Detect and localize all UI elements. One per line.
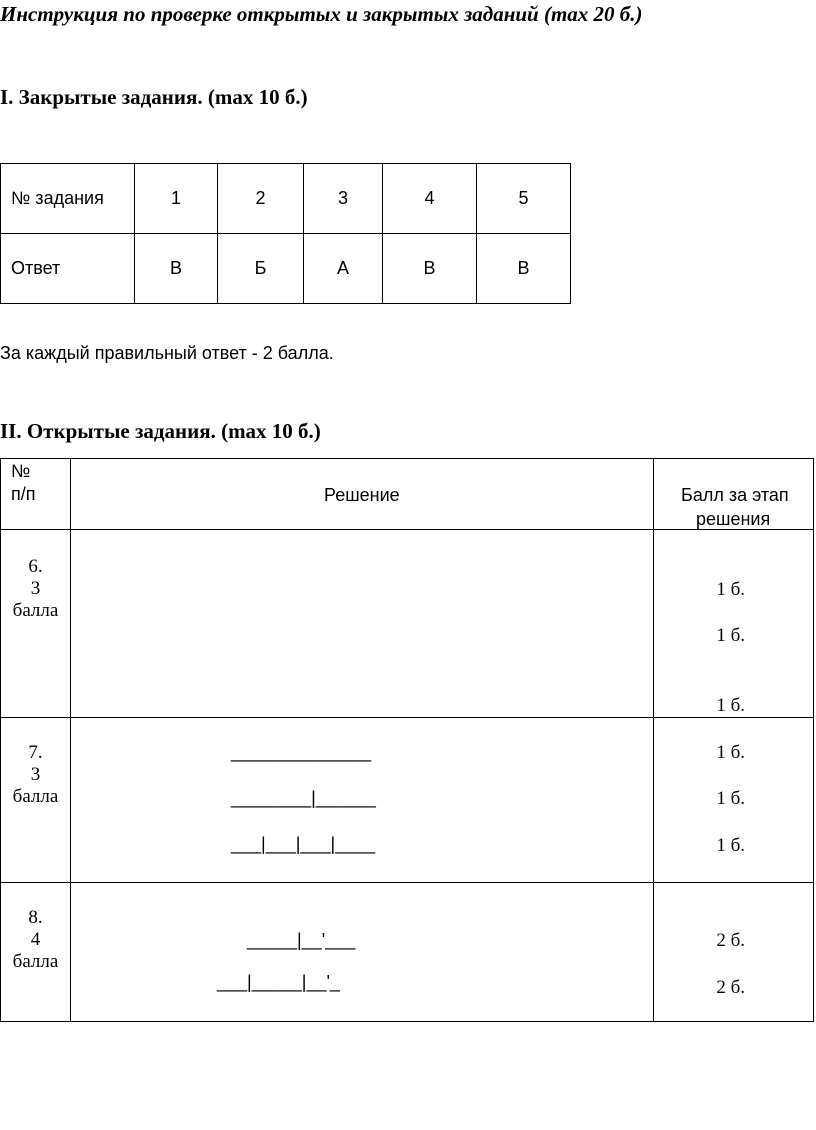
page-title: Инструкция по проверке открытых и закрытых заданий (max 20 б.) <box>0 2 643 26</box>
task-7-score-cell <box>654 718 814 883</box>
section-2-heading: II. Открытые задания. (max 10 б.) <box>0 419 321 443</box>
answer-line: ___|_____|__ʹ_ <box>217 972 340 992</box>
task-points-unit: балла <box>12 600 59 621</box>
task-6-number-cell <box>1 530 71 718</box>
task-number: 8. <box>28 907 43 928</box>
header-number-line1: № <box>11 461 31 481</box>
section-1-heading: I. Закрытые задания. (max 10 б.) <box>0 85 308 109</box>
header-solution: Решение <box>324 485 400 505</box>
task-6-score-cell <box>654 530 814 718</box>
task-number: 6. <box>28 556 43 577</box>
task-7-number-cell <box>1 718 71 883</box>
answer-label: Ответ <box>1 234 135 304</box>
answer-line: ________|______ <box>231 788 376 808</box>
open-tasks-table <box>0 458 814 1022</box>
answer-cell: В <box>383 234 477 304</box>
scoring-note: За каждый правильный ответ - 2 балла. <box>0 343 334 363</box>
step-score: 1 б. <box>716 742 745 763</box>
step-score: 2 б. <box>716 930 745 951</box>
header-number-line2: п/п <box>11 484 36 504</box>
task-number-cell: 3 <box>304 164 383 234</box>
closed-tasks-table <box>0 163 571 304</box>
header-score-line1: Балл за этап <box>681 485 789 505</box>
answer-cell: Б <box>218 234 304 304</box>
step-score: 1 б. <box>716 579 745 600</box>
task-points-unit: балла <box>12 951 59 972</box>
task-number-cell: 5 <box>477 164 571 234</box>
table-row <box>1 883 814 1022</box>
header-solution-cell <box>71 459 654 530</box>
task-points: 3 <box>30 578 41 599</box>
task-6-solution-cell <box>71 530 654 718</box>
task-number-cell: 4 <box>383 164 477 234</box>
task-8-score-cell <box>654 883 814 1022</box>
task-points-unit: балла <box>12 786 59 807</box>
answer-cell: В <box>477 234 571 304</box>
header-score-line2: решения <box>696 509 771 529</box>
step-score: 2 б. <box>716 977 745 998</box>
table-row <box>1 718 814 883</box>
task-7-solution-cell <box>71 718 654 883</box>
task-number: 7. <box>28 742 43 763</box>
answer-line: ___|___|___|____ <box>231 834 376 854</box>
step-score: 1 б. <box>716 788 745 809</box>
answer-line: _____|__ʹ___ <box>247 930 356 950</box>
header-number-cell <box>1 459 71 530</box>
task-points: 3 <box>30 764 41 785</box>
answer-cell: В <box>135 234 218 304</box>
answer-line: ______________ <box>231 742 372 762</box>
table-row <box>1 234 571 304</box>
task-number-cell: 2 <box>218 164 304 234</box>
task-number-cell: 1 <box>135 164 218 234</box>
step-score: 1 б. <box>716 625 745 646</box>
task-8-solution-cell <box>71 883 654 1022</box>
table-row <box>1 164 571 234</box>
task-points: 4 <box>30 929 41 950</box>
step-score: 1 б. <box>716 695 745 716</box>
table-header-row <box>1 459 814 530</box>
step-score: 1 б. <box>716 835 745 856</box>
answer-cell: А <box>304 234 383 304</box>
header-score-cell <box>654 459 814 530</box>
table-row <box>1 530 814 718</box>
task-8-number-cell <box>1 883 71 1022</box>
task-number-label: № задания <box>1 164 135 234</box>
